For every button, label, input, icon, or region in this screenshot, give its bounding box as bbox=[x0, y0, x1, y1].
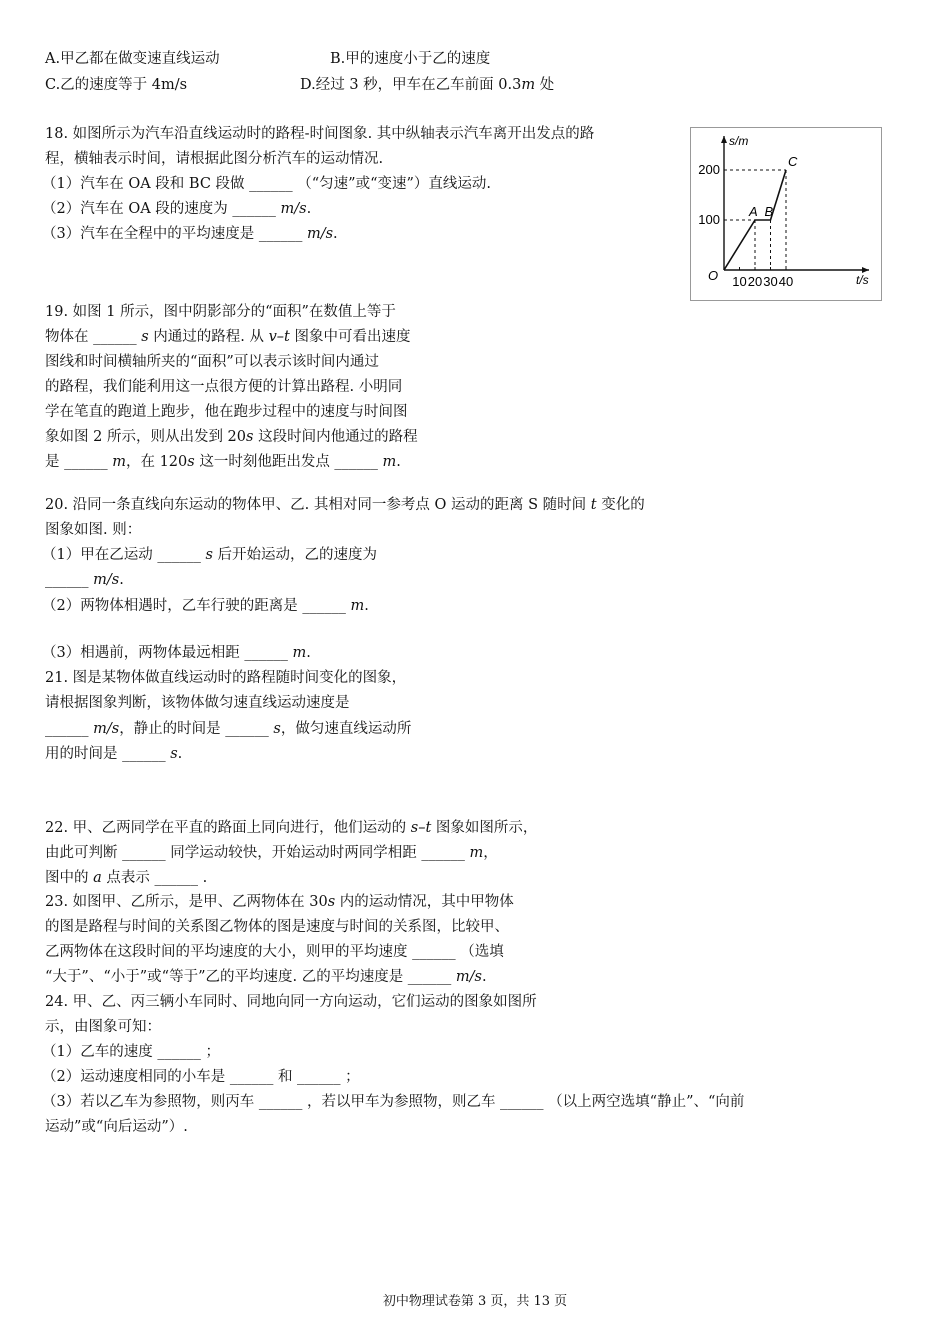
q23-line-4: “大于”、“小于”或“等于”乙的平均速度. 乙的平均速度是 ______ m/s. bbox=[45, 969, 487, 985]
q18-distance-time-graph bbox=[690, 127, 882, 301]
x-tick-label: 10 bbox=[732, 274, 747, 289]
origin-label: O bbox=[708, 268, 719, 283]
q23-line-1: 23. 如图甲、乙所示，是甲、乙两物体在 30s 内的运动情况，其中甲物体 bbox=[45, 894, 514, 910]
q23-line-3: 乙两物体在这段时间的平均速度的大小，则甲的平均速度 ______ （选填 bbox=[45, 944, 504, 960]
x-tick-label: 40 bbox=[778, 274, 794, 289]
q18-line-5: （3）汽车在全程中的平均速度是 ______ m/s. bbox=[42, 226, 338, 242]
q24-line-3: （1）乙车的速度 ______ ； bbox=[42, 1044, 220, 1060]
q17-option-c: C.乙的速度等于 4m/s bbox=[45, 77, 188, 93]
point-label-a: A bbox=[749, 204, 758, 219]
x-axis-label: t/s bbox=[856, 273, 869, 287]
q19-line-3: 图线和时间横轴所夹的“面积”可以表示该时间内通过 bbox=[45, 354, 379, 370]
y-axis-label: s/m bbox=[729, 134, 749, 148]
q23-line-2: 的图是路程与时间的关系图乙物体的图是速度与时间的关系图，比较甲、 bbox=[45, 919, 509, 935]
q24-line-6: 运动”或“向后运动”）. bbox=[45, 1119, 188, 1135]
q17-option-a: A.甲乙都在做变速直线运动 bbox=[45, 51, 220, 67]
q22-line-2: 由此可判断 ______ 同学运动较快，开始运动时两同学相距 ______ m， bbox=[45, 845, 498, 861]
q17-option-b: B.甲的速度小于乙的速度 bbox=[330, 51, 491, 67]
q24-line-5: （3）若以乙车为参照物，则丙车 ______ ，若以甲车为参照物，则乙车 ______ （以上两空选填“静止”、“向前 bbox=[42, 1094, 745, 1110]
y-tick-label: 100 bbox=[698, 212, 720, 227]
q24-line-4: （2）运动速度相同的小车是 ______ 和 ______ ； bbox=[42, 1069, 360, 1085]
page-footer: 初中物理试卷第 3 页，共 13 页 bbox=[382, 1294, 568, 1309]
q24-line-1: 24. 甲、乙、丙三辆小车同时、同地向同一方向运动，它们运动的图象如图所 bbox=[45, 994, 537, 1010]
q20-line-5: （2）两物体相遇时，乙车行驶的距离是 ______ m. bbox=[42, 598, 369, 614]
q18-line-3: （1）汽车在 OA 段和 BC 段做 ______ （“匀速”或“变速”）直线运动. bbox=[42, 176, 492, 192]
q19-line-4: 的路程，我们能利用这一点很方便的计算出路程. 小明同 bbox=[45, 379, 403, 395]
q17-option-d: D.经过 3 秒，甲车在乙车前面 0.3m 处 bbox=[300, 77, 555, 93]
q18-line-1: 18. 如图所示为汽车沿直线运动时的路程-时间图象. 其中纵轴表示汽车离开出发点的路 bbox=[45, 126, 595, 142]
q22-line-1: 22. 甲、乙两同学在平直的路面上同向进行，他们运动的 s–t 图象如图所示， bbox=[45, 820, 538, 836]
x-tick-label: 30 bbox=[763, 274, 778, 289]
q19-line-5: 学在笔直的跑道上跑步，他在跑步过程中的速度与时间图 bbox=[45, 404, 408, 420]
y-tick-label: 200 bbox=[698, 162, 720, 177]
series-line bbox=[724, 170, 786, 270]
q20-line-4: ______ m/s. bbox=[45, 572, 124, 588]
point-label-b: B bbox=[764, 204, 774, 219]
q19-line-2: 物体在 ______ s 内通过的路程. 从 v–t 图象中可看出速度 bbox=[45, 329, 411, 345]
q24-line-2: 示，由图象可知： bbox=[45, 1019, 161, 1035]
q21-line-1: 21. 图是某物体做直线运动时的路程随时间变化的图象， bbox=[45, 670, 407, 686]
q21-line-4: 用的时间是 ______ s. bbox=[45, 746, 183, 762]
y-axis-arrow bbox=[721, 136, 727, 143]
q18-line-2: 程，横轴表示时间，请根据此图分析汽车的运动情况. bbox=[45, 151, 384, 167]
point-label-c: C bbox=[788, 154, 798, 169]
q20-line-2: 图象如图. 则： bbox=[45, 522, 142, 538]
q19-line-6: 象如图 2 所示，则从出发到 20s 这段时间内他通过的路程 bbox=[45, 429, 418, 445]
q18-line-4: （2）汽车在 OA 段的速度为 ______ m/s. bbox=[42, 201, 312, 217]
q20-line-3: （1）甲在乙运动 ______ s 后开始运动，乙的速度为 bbox=[42, 547, 378, 563]
q20-line-6: （3）相遇前，两物体最远相距 ______ m. bbox=[42, 645, 311, 661]
q20-line-1: 20. 沿同一条直线向东运动的物体甲、乙. 其相对同一参考点 O 运动的距离 S 随时间 t 变化的 bbox=[45, 497, 645, 513]
q19-line-7: 是 ______ m，在 120s 这一时刻他距出发点 ______ m. bbox=[45, 454, 401, 470]
x-tick-label: 20 bbox=[747, 274, 763, 289]
q21-line-2: 请根据图象判断，该物体做匀速直线运动速度是 bbox=[45, 695, 350, 711]
q21-line-3: ______ m/s，静止的时间是 ______ s，做匀速直线运动所 bbox=[45, 721, 412, 737]
q19-line-1: 19. 如图 1 所示，图中阴影部分的“面积”在数值上等于 bbox=[45, 304, 396, 320]
q22-line-3: 图中的 a 点表示 ______ . bbox=[45, 870, 208, 886]
